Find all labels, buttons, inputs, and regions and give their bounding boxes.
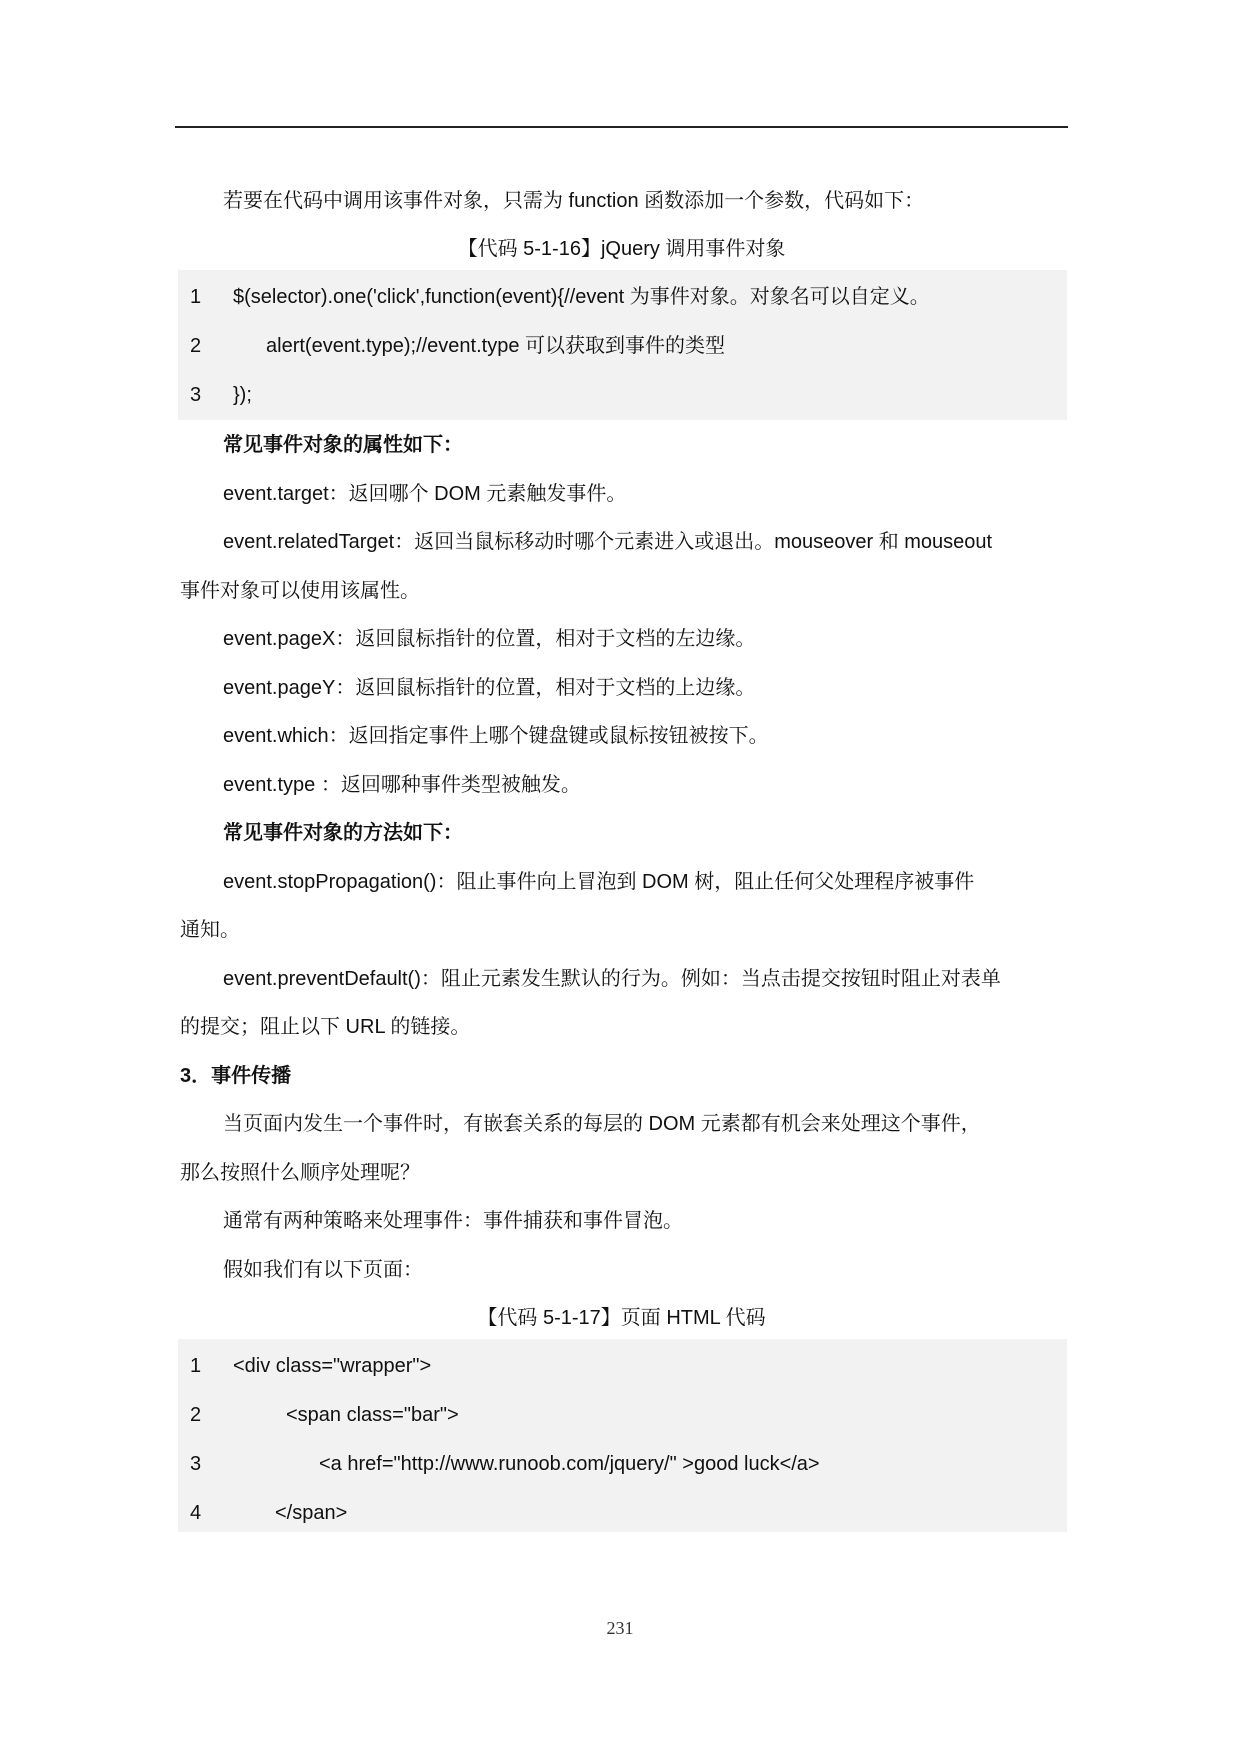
code-text: <a href="http://www.runoob.com/jquery/" >good luck</a>: [319, 1453, 820, 1475]
example-intro: 假如我们有以下页面：: [223, 1259, 423, 1281]
property-type: event.type ：返回哪种事件类型被触发。: [223, 774, 581, 796]
section-paragraph-cont: 那么按照什么顺序处理呢？: [180, 1162, 420, 1184]
method-prevent-default-cont: 的提交；阻止以下 URL 的链接。: [180, 1016, 471, 1038]
strategies-paragraph: 通常有两种策略来处理事件：事件捕获和事件冒泡。: [223, 1210, 683, 1232]
code-line: [178, 1449, 1067, 1479]
property-target: event.target：返回哪个 DOM 元素触发事件。: [223, 483, 627, 505]
property-which: event.which：返回指定事件上哪个键盘键或鼠标按钮被按下。: [223, 725, 769, 747]
line-number: 4: [190, 1502, 202, 1524]
section-paragraph: 当页面内发生一个事件时，有嵌套关系的每层的 DOM 元素都有机会来处理这个事件，: [223, 1113, 981, 1135]
code-block-1: [178, 270, 1067, 420]
property-related-target: event.relatedTarget：返回当鼠标移动时哪个元素进入或退出。mouseover 和 mouseout: [223, 531, 993, 553]
section-heading: 3．事件传播: [180, 1065, 292, 1087]
line-number: 2: [190, 335, 202, 357]
property-pagey: event.pageY：返回鼠标指针的位置，相对于文档的上边缘。: [223, 677, 756, 699]
code-line: [178, 380, 1067, 410]
code-line: [178, 1498, 1067, 1528]
line-number: 1: [190, 1355, 202, 1377]
code-text: alert(event.type);//event.type 可以获取到事件的类型: [266, 335, 726, 357]
code-line: [178, 1351, 1067, 1381]
page-number: 231: [606, 1618, 634, 1638]
methods-heading: 常见事件对象的方法如下：: [223, 822, 463, 844]
code-block-2: [178, 1339, 1067, 1532]
line-number: 3: [190, 384, 202, 406]
code-text: });: [233, 384, 252, 406]
code-caption-1: 【代码 5-1-16】jQuery 调用事件对象: [457, 238, 786, 260]
line-number: 1: [190, 286, 202, 308]
code-line: [178, 282, 1067, 312]
line-number: 2: [190, 1404, 202, 1426]
line-number: 3: [190, 1453, 202, 1475]
code-caption-2: 【代码 5-1-17】页面 HTML 代码: [477, 1307, 766, 1329]
code-line: [178, 331, 1067, 361]
code-text: <div class="wrapper">: [233, 1355, 432, 1377]
code-line: [178, 1400, 1067, 1430]
properties-heading: 常见事件对象的属性如下：: [223, 434, 463, 456]
property-pagex: event.pageX：返回鼠标指针的位置，相对于文档的左边缘。: [223, 628, 756, 650]
property-related-target-cont: 事件对象可以使用该属性。: [180, 580, 420, 602]
method-stop-propagation-cont: 通知。: [180, 919, 240, 941]
code-text: <span class="bar">: [286, 1404, 459, 1426]
intro-paragraph: 若要在代码中调用该事件对象，只需为 function 函数添加一个参数，代码如下：: [223, 190, 925, 212]
code-text: $(selector).one('click',function(event){//event 为事件对象。对象名可以自定义。: [233, 286, 930, 308]
header-rule: [175, 126, 1068, 128]
method-stop-propagation: event.stopPropagation()：阻止事件向上冒泡到 DOM 树，阻止任何父处理程序被事件: [223, 871, 975, 893]
method-prevent-default: event.preventDefault()：阻止元素发生默认的行为。例如：当点击提交按钮时阻止对表单: [223, 968, 1001, 990]
code-text: </span>: [275, 1502, 348, 1524]
